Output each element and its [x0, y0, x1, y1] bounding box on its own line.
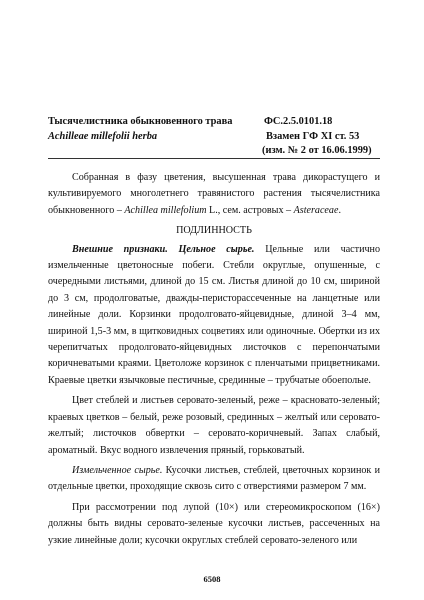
monograph-title-russian: Тысячелистника обыкновенного трава — [48, 116, 233, 127]
monograph-title-latin: Achilleae millefolii herba — [48, 131, 158, 142]
page-number: 6508 — [203, 574, 221, 584]
replaces-note: Взамен ГФ XI ст. 53 — [266, 131, 360, 142]
intro-paragraph: Собранная в фазу цветения, высушенная трава дикорастущего и культивируемого многолетнего травянистого растения тысячелистника обыкновенного – Achillea millefolium L., сем. астровых – Asteraceae. — [48, 172, 380, 216]
header-divider — [48, 158, 380, 159]
magnifier-paragraph: При рассмотрении под лупой (10×) или стереомикроскопом (16×) должны быть видны серовато-зеленые кусочки листьев, рассеченных на узкие линейные доли; кусочки округлых стеблей серовато-зеленого или — [48, 501, 380, 546]
ground-material-lead: Измельченное сырье. — [72, 464, 163, 476]
ground-material-paragraph: Измельченное сырье. Кусочки листьев, стеблей, цветочных корзинок и отдельные цветки, проходящие сквозь сито с отверстиями размером 7 мм. — [48, 464, 381, 493]
external-features-paragraph: Внешние признаки. Цельное сырье. Цельные или частично измельченные цветоносные побеги. Стебли округлые, опушенные, с очередными листьями, длиной до 15 см. Листья длиной до 10 см, шириной до 3 см, продолговатые, дважды-перисторассеченные на ланцетные или линейные доли. Корзинки продолговато-яйцевидные, длиной 3–4 мм, шириной 1,5-3 мм, в щитковидных соцветиях или одиночные. Обертки из их черепитчатых продолговато-яйцевидных листочков с перепончатыми коричневатыми краями. Цветоложе корзинок с пленчатыми прицветниками. Краевые цветки язычковые пестичные, срединные – трубчатые обоеполые. — [48, 243, 380, 386]
monograph-code: ФС.2.5.0101.18 — [264, 116, 333, 127]
color-odor-taste-paragraph: Цвет стеблей и листьев серовато-зеленый, реже – красновато-зеленый; краевых цветков – белый, реже розовый, срединных – желтый или серовато-желтый; листочков обвертки – серовато-коричневый. Запах слабый, ароматный. Вкус водного извлечения пряный, горьковатый. — [48, 395, 380, 456]
amendment-note: (изм. № 2 от 16.06.1999) — [262, 145, 372, 156]
section-heading: ПОДЛИННОСТЬ — [176, 225, 252, 237]
species-latin-name: Achillea millefolium — [124, 204, 207, 216]
external-features-lead: Внешние признаки. Цельное сырье. — [72, 243, 255, 255]
document-body — [48, 170, 380, 553]
family-latin-name: Asteraceae — [293, 204, 339, 216]
